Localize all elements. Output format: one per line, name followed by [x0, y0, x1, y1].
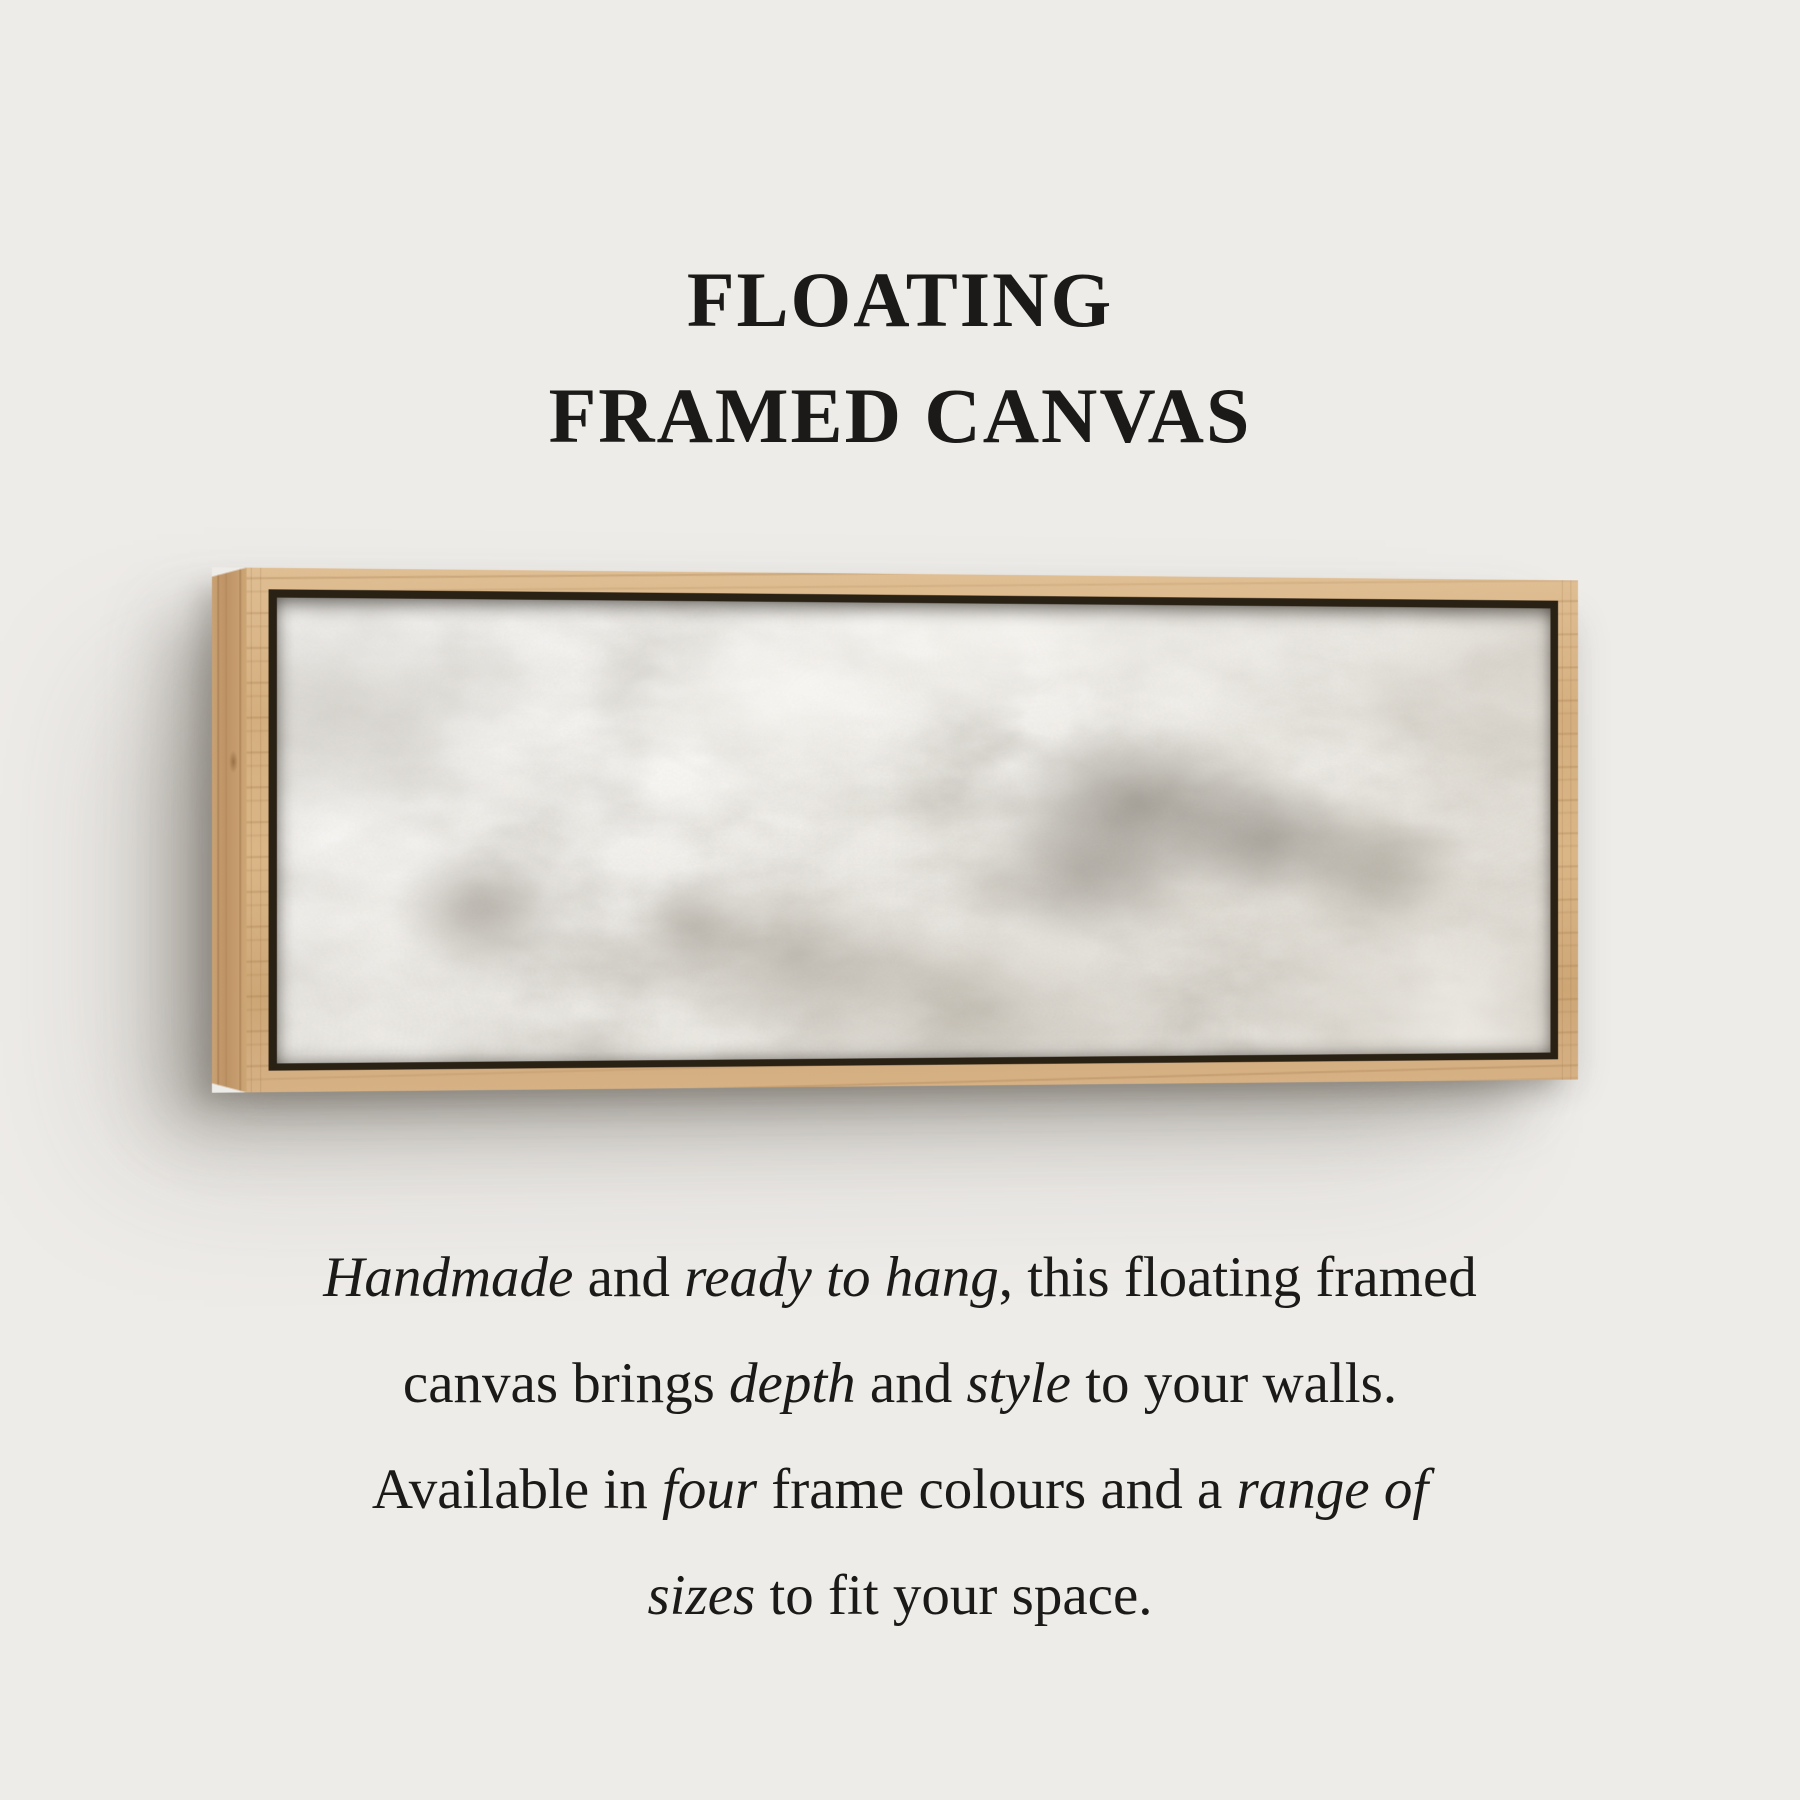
canvas-inner-shadow	[277, 598, 1551, 1064]
description-text	[120, 1225, 1680, 1649]
page-title	[0, 242, 1800, 474]
floating-gap	[269, 589, 1559, 1070]
canvas-artwork	[277, 598, 1551, 1064]
title-line-1: FLOATING	[686, 256, 1114, 343]
description-line: sizes to fit your space.	[647, 1564, 1153, 1627]
framed-canvas-mockup	[212, 567, 1578, 1092]
description-line: canvas brings depth and style to your walls.	[402, 1352, 1398, 1415]
title-line-2: FRAMED CANVAS	[548, 372, 1252, 459]
frame-front-face	[247, 568, 1578, 1093]
description-line: Available in four frame colours and a range of	[371, 1458, 1429, 1521]
frame-right-bar-grain	[1558, 580, 1578, 1080]
description-line: Handmade and ready to hang, this floating framed	[323, 1246, 1477, 1309]
frame-left-bar-grain	[247, 568, 269, 1093]
frame-side-edge	[212, 567, 247, 1092]
